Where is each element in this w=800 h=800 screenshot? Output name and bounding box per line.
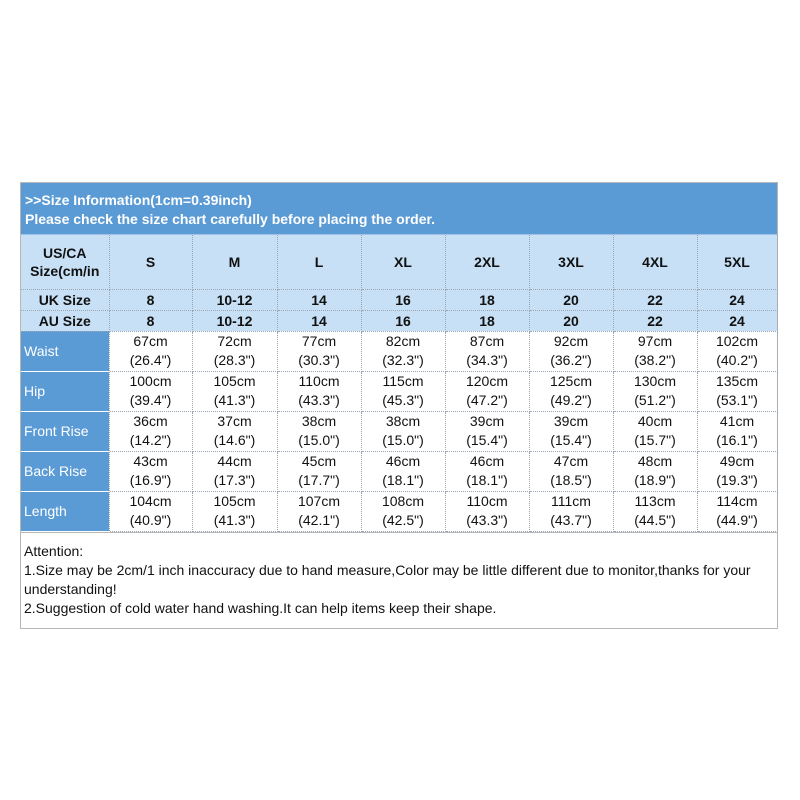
measurement-inch: (19.3") — [716, 472, 758, 488]
measurement-row — [21, 411, 777, 451]
measurement-cm: 102cm — [715, 333, 759, 349]
measurement-inch: (16.9") — [129, 472, 172, 488]
measurement-cm: 130cm — [633, 373, 677, 389]
measurement-cell — [529, 371, 613, 411]
measurement-cm: 107cm — [297, 493, 341, 509]
measurement-cm: 135cm — [715, 373, 759, 389]
measurement-cell — [613, 371, 697, 411]
au-size-cell: 10-12 — [192, 310, 277, 331]
measurement-cm: 46cm — [469, 453, 505, 469]
measurement-inch: (43.3") — [466, 512, 508, 528]
measurement-inch: (36.2") — [550, 352, 592, 368]
measurement-label: Waist — [21, 331, 109, 371]
measurement-inch: (14.2") — [129, 432, 172, 448]
measurement-cell — [697, 371, 777, 411]
size-cell: S — [109, 235, 192, 289]
attention-note-1: 1.Size may be 2cm/1 inch inaccuracy due to hand measure,Color may be little different due to monitor,thanks for your understanding! — [24, 561, 751, 597]
uk-size-cell: 10-12 — [192, 289, 277, 310]
measurement-cell — [445, 491, 529, 531]
measurement-cell — [277, 411, 361, 451]
measurement-cell — [277, 371, 361, 411]
measurement-inch: (15.4") — [550, 432, 592, 448]
measurement-cm: 100cm — [129, 373, 172, 389]
measurement-inch: (38.2") — [634, 352, 676, 368]
uk-size-cell: 14 — [277, 289, 361, 310]
measurement-inch: (17.3") — [213, 472, 256, 488]
measurement-cell — [529, 491, 613, 531]
us-size-label — [21, 235, 109, 289]
measurement-cell — [192, 451, 277, 491]
measurement-cm: 77cm — [301, 333, 337, 349]
measurement-cm: 67cm — [133, 333, 168, 349]
measurement-cell — [613, 491, 697, 531]
measurement-inch: (42.1") — [298, 512, 340, 528]
measurement-cell — [529, 331, 613, 371]
measurement-inch: (41.3") — [213, 392, 256, 408]
attention-title: Attention: — [24, 542, 84, 559]
measurement-cm: 38cm — [385, 413, 421, 429]
measurement-cell — [109, 491, 192, 531]
measurement-inch: (32.3") — [382, 352, 424, 368]
measurement-inch: (18.1") — [382, 472, 424, 488]
measurement-cell — [277, 491, 361, 531]
measurement-inch: (16.1") — [716, 432, 758, 448]
measurement-inch: (17.7") — [298, 472, 340, 488]
measurement-cell — [192, 491, 277, 531]
measurement-cm: 108cm — [381, 493, 425, 509]
au-size-row — [21, 310, 777, 331]
measurement-cell — [361, 371, 445, 411]
measurement-label: Front Rise — [21, 411, 109, 451]
measurement-cell — [361, 411, 445, 451]
measurement-inch: (26.4") — [129, 352, 172, 368]
measurement-inch: (40.9") — [129, 512, 172, 528]
au-size-cell: 14 — [277, 310, 361, 331]
au-size-cell: 16 — [361, 310, 445, 331]
measurement-cm: 110cm — [298, 373, 340, 389]
uk-size-cell: 18 — [445, 289, 529, 310]
uk-size-cell: 22 — [613, 289, 697, 310]
measurement-cm: 40cm — [637, 413, 673, 429]
size-cell: 3XL — [529, 235, 613, 289]
uk-size-cell: 20 — [529, 289, 613, 310]
measurement-row — [21, 371, 777, 411]
measurement-cell — [697, 451, 777, 491]
size-info-instruction: Please check the size chart carefully before placing the order. — [25, 211, 436, 227]
measurement-cm: 38cm — [301, 413, 337, 429]
measurement-cm: 49cm — [719, 453, 755, 469]
measurement-rows — [21, 331, 777, 531]
uk-size-label: UK Size — [21, 289, 109, 310]
size-cell: 5XL — [697, 235, 777, 289]
measurement-inch: (43.3") — [298, 392, 340, 408]
measurement-inch: (42.5") — [382, 512, 424, 528]
measurement-inch: (45.3") — [382, 392, 424, 408]
measurement-cell — [445, 371, 529, 411]
measurement-row — [21, 451, 777, 491]
au-size-cell: 24 — [697, 310, 777, 331]
measurement-inch: (34.3") — [466, 352, 508, 368]
measurement-cm: 39cm — [553, 413, 589, 429]
au-size-cell: 22 — [613, 310, 697, 331]
measurement-inch: (49.2") — [550, 392, 592, 408]
measurement-inch: (15.0") — [298, 432, 340, 448]
measurement-row — [21, 331, 777, 371]
measurement-inch: (47.2") — [466, 392, 508, 408]
measurement-cm: 111cm — [551, 493, 591, 509]
measurement-inch: (44.9") — [716, 512, 758, 528]
size-cell: 4XL — [613, 235, 697, 289]
measurement-cm: 36cm — [133, 413, 168, 429]
au-size-cell: 20 — [529, 310, 613, 331]
measurement-inch: (39.4") — [129, 392, 172, 408]
measurement-cell — [613, 331, 697, 371]
measurement-cm: 72cm — [217, 333, 252, 349]
measurement-cm: 48cm — [637, 453, 673, 469]
measurement-cm: 105cm — [213, 373, 256, 389]
measurement-cell — [529, 411, 613, 451]
size-info-title: >>Size Information(1cm=0.39inch) — [25, 192, 252, 208]
uk-size-cell: 24 — [697, 289, 777, 310]
attention-note-2: 2.Suggestion of cold water hand washing.It can help items keep their shape. — [24, 599, 497, 616]
size-chart — [20, 182, 778, 629]
measurement-cell — [192, 331, 277, 371]
au-size-cell: 8 — [109, 310, 192, 331]
au-size-label: AU Size — [21, 310, 109, 331]
measurement-cm: 47cm — [553, 453, 589, 469]
measurement-cell — [445, 451, 529, 491]
measurement-cm: 46cm — [385, 453, 421, 469]
measurement-cell — [192, 411, 277, 451]
measurement-label: Back Rise — [21, 451, 109, 491]
uk-size-row — [21, 289, 777, 310]
us-size-label-line1: US/CA — [42, 244, 87, 261]
measurement-cm: 120cm — [465, 373, 509, 389]
uk-size-cell: 8 — [109, 289, 192, 310]
measurement-cm: 114cm — [716, 493, 758, 509]
attention-notes — [21, 532, 777, 628]
measurement-cm: 104cm — [129, 493, 172, 509]
measurement-cell — [613, 451, 697, 491]
measurement-inch: (43.7") — [550, 512, 592, 528]
measurement-cm: 92cm — [553, 333, 589, 349]
measurement-cm: 113cm — [634, 493, 676, 509]
size-cell: 2XL — [445, 235, 529, 289]
measurement-inch: (15.0") — [382, 432, 424, 448]
measurement-cm: 44cm — [217, 453, 252, 469]
measurement-row — [21, 491, 777, 531]
measurement-cell — [697, 331, 777, 371]
measurement-cell — [445, 331, 529, 371]
us-size-label-line2: Size(cm/in — [30, 262, 100, 279]
measurement-inch: (40.2") — [716, 352, 758, 368]
measurement-inch: (18.5") — [550, 472, 592, 488]
size-table — [21, 235, 778, 532]
measurement-inch: (15.4") — [466, 432, 508, 448]
measurement-cm: 105cm — [213, 493, 256, 509]
measurement-cell — [529, 451, 613, 491]
measurement-cell — [613, 411, 697, 451]
measurement-inch: (18.1") — [466, 472, 508, 488]
us-size-row — [21, 235, 777, 289]
measurement-cm: 39cm — [469, 413, 505, 429]
measurement-cell — [361, 331, 445, 371]
measurement-cm: 110cm — [466, 493, 508, 509]
size-info-banner — [21, 183, 777, 235]
measurement-inch: (30.3") — [298, 352, 340, 368]
measurement-inch: (28.3") — [213, 352, 256, 368]
measurement-inch: (51.2") — [634, 392, 676, 408]
measurement-cm: 82cm — [385, 333, 421, 349]
measurement-cell — [361, 491, 445, 531]
au-size-cell: 18 — [445, 310, 529, 331]
uk-size-cell: 16 — [361, 289, 445, 310]
measurement-inch: (41.3") — [213, 512, 256, 528]
measurement-cm: 115cm — [382, 373, 424, 389]
measurement-cm: 37cm — [217, 413, 252, 429]
measurement-cell — [192, 371, 277, 411]
size-cell: XL — [361, 235, 445, 289]
measurement-cell — [109, 371, 192, 411]
measurement-inch: (18.9") — [634, 472, 676, 488]
measurement-cell — [445, 411, 529, 451]
measurement-inch: (44.5") — [634, 512, 676, 528]
measurement-cell — [277, 451, 361, 491]
measurement-cm: 97cm — [637, 333, 673, 349]
size-cell: M — [192, 235, 277, 289]
measurement-cell — [109, 451, 192, 491]
measurement-inch: (14.6") — [213, 432, 256, 448]
measurement-label: Hip — [21, 371, 109, 411]
measurement-cm: 125cm — [549, 373, 593, 389]
measurement-cm: 41cm — [719, 413, 755, 429]
measurement-cm: 87cm — [469, 333, 505, 349]
measurement-cell — [277, 331, 361, 371]
measurement-label: Length — [21, 491, 109, 531]
measurement-inch: (15.7") — [634, 432, 676, 448]
measurement-inch: (53.1") — [716, 392, 758, 408]
size-cell: L — [277, 235, 361, 289]
measurement-cm: 43cm — [133, 453, 168, 469]
measurement-cell — [361, 451, 445, 491]
measurement-cell — [109, 411, 192, 451]
measurement-cell — [109, 331, 192, 371]
measurement-cell — [697, 411, 777, 451]
measurement-cell — [697, 491, 777, 531]
measurement-cm: 45cm — [301, 453, 337, 469]
